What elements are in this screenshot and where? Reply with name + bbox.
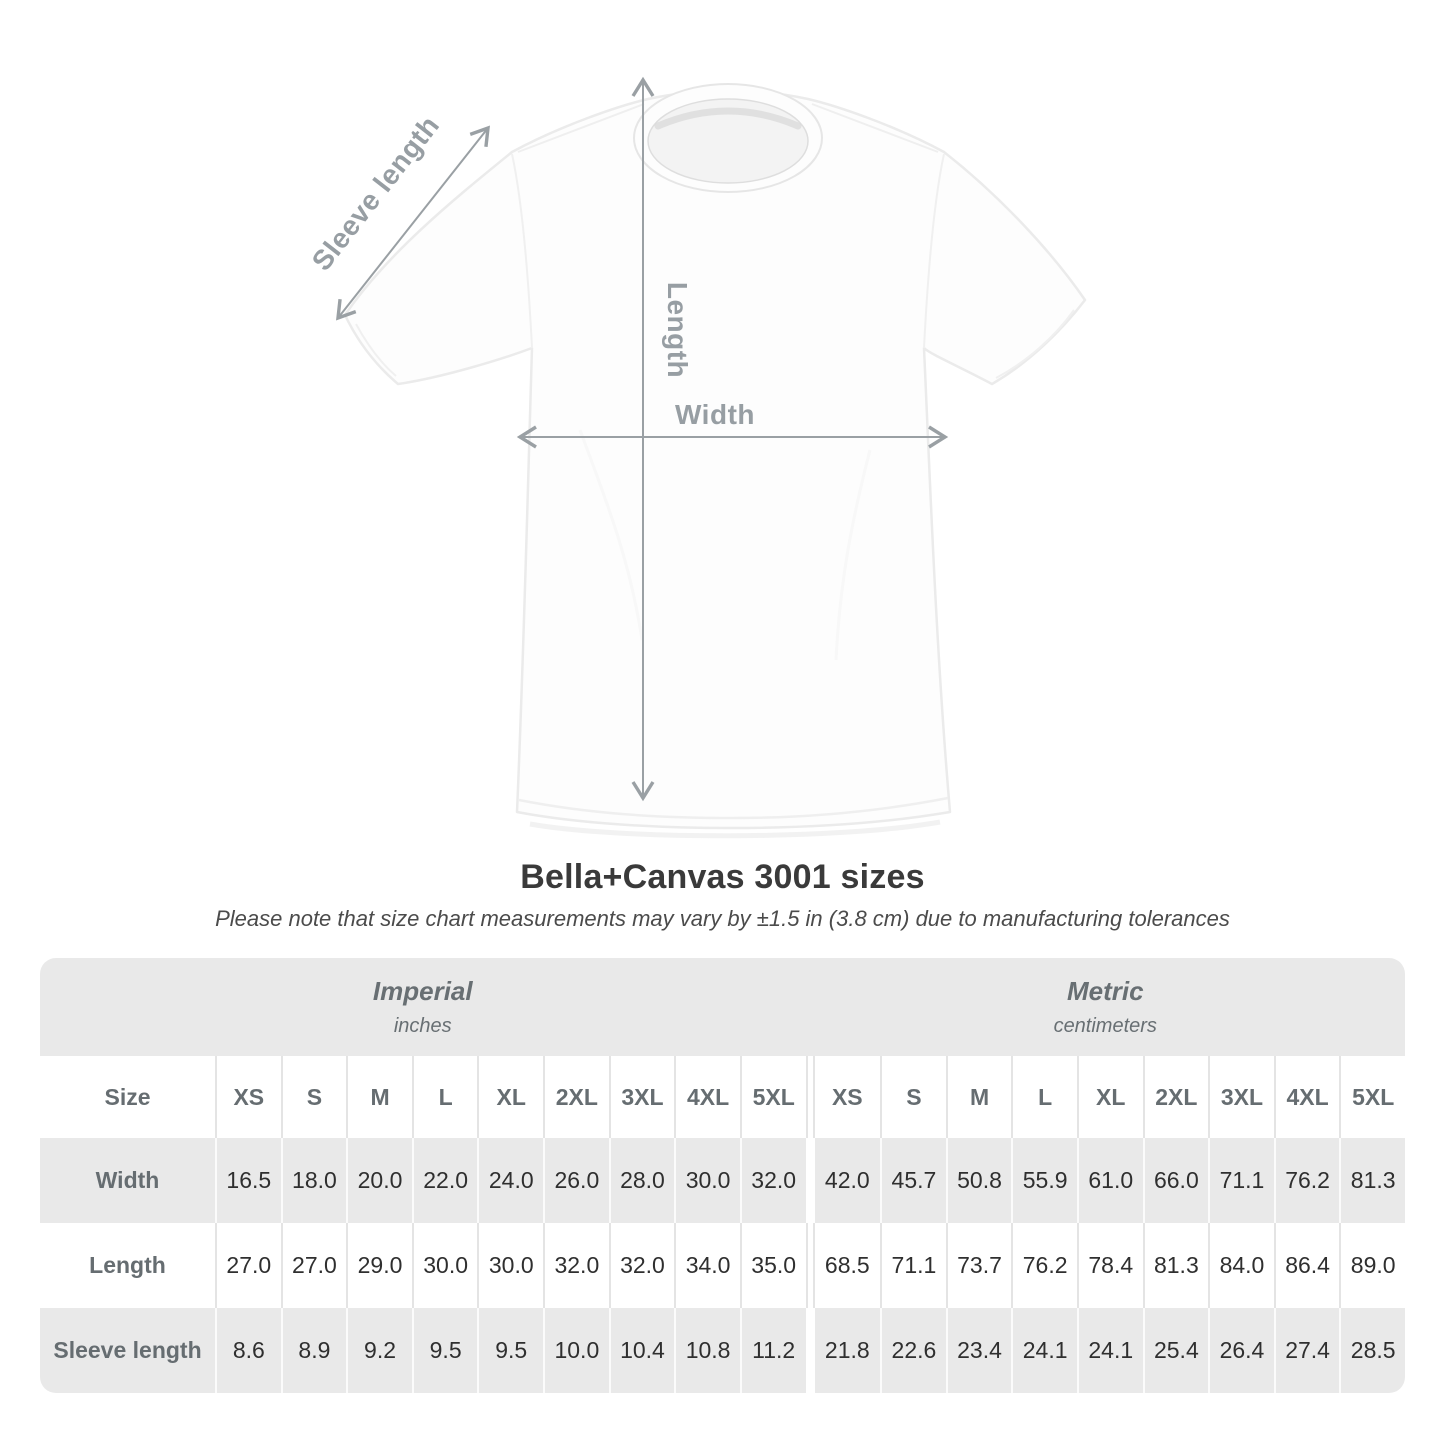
size-cell: L (412, 1056, 478, 1138)
size-cell: 4XL (1274, 1056, 1340, 1138)
value-cell: 10.4 (609, 1308, 675, 1393)
value-cell: 11.2 (740, 1308, 806, 1393)
value-cell: 20.0 (346, 1138, 412, 1223)
value-cell: 30.0 (477, 1223, 543, 1308)
value-cell: 9.5 (412, 1308, 478, 1393)
value-cell: 30.0 (674, 1138, 740, 1223)
size-cell: M (346, 1056, 412, 1138)
size-cell: 4XL (674, 1056, 740, 1138)
size-cell: 2XL (543, 1056, 609, 1138)
size-cell: XS (815, 1056, 881, 1138)
value-cell: 18.0 (281, 1138, 347, 1223)
value-cell: 34.0 (674, 1223, 740, 1308)
imperial-section-header (40, 958, 806, 1056)
tolerance-note: Please note that size chart measurements may vary by ±1.5 in (3.8 cm) due to manufacturing tolerances (215, 906, 1230, 931)
value-cell: 61.0 (1077, 1138, 1143, 1223)
value-cell: 21.8 (815, 1308, 881, 1393)
value-cell: 32.0 (609, 1223, 675, 1308)
tshirt-illustration (345, 84, 1085, 836)
value-cell: 68.5 (815, 1223, 881, 1308)
size-cell: M (946, 1056, 1012, 1138)
value-cell: 45.7 (880, 1138, 946, 1223)
value-cell: 76.2 (1274, 1138, 1340, 1223)
section-divider (806, 1138, 815, 1223)
value-cell: 89.0 (1339, 1223, 1405, 1308)
length-label: Length (662, 281, 693, 379)
size-cell: S (281, 1056, 347, 1138)
value-cell: 81.3 (1339, 1138, 1405, 1223)
value-cell: 8.9 (281, 1308, 347, 1393)
value-cell: 73.7 (946, 1223, 1012, 1308)
value-cell: 50.8 (946, 1138, 1012, 1223)
value-cell: 32.0 (543, 1223, 609, 1308)
row-label-sleeve-length: Sleeve length (40, 1308, 215, 1393)
section-divider (806, 1056, 815, 1138)
metric-title: Metric (1066, 976, 1144, 1006)
tshirt-body (345, 91, 1085, 829)
value-cell: 76.2 (1011, 1223, 1077, 1308)
value-cell: 28.5 (1339, 1308, 1405, 1393)
page-title: Bella+Canvas 3001 sizes (520, 858, 925, 896)
value-cell: 71.1 (880, 1223, 946, 1308)
size-table (40, 958, 1405, 1393)
size-cell: XL (1077, 1056, 1143, 1138)
size-cell: L (1011, 1056, 1077, 1138)
value-cell: 25.4 (1143, 1308, 1209, 1393)
size-cell: 5XL (740, 1056, 806, 1138)
value-cell: 10.0 (543, 1308, 609, 1393)
size-cell: XS (215, 1056, 281, 1138)
value-cell: 42.0 (815, 1138, 881, 1223)
value-cell: 78.4 (1077, 1223, 1143, 1308)
value-cell: 28.0 (609, 1138, 675, 1223)
value-cell: 55.9 (1011, 1138, 1077, 1223)
size-cell: 3XL (1208, 1056, 1274, 1138)
value-cell: 66.0 (1143, 1138, 1209, 1223)
value-cell: 26.0 (543, 1138, 609, 1223)
value-cell: 27.0 (281, 1223, 347, 1308)
value-cell: 27.4 (1274, 1308, 1340, 1393)
value-cell: 32.0 (740, 1138, 806, 1223)
size-cell: S (880, 1056, 946, 1138)
value-cell: 10.8 (674, 1308, 740, 1393)
sleeve-length-label: Sleeve length (305, 109, 446, 277)
size-cell: 2XL (1143, 1056, 1209, 1138)
size-cell: 5XL (1339, 1056, 1405, 1138)
row-label-width: Width (40, 1138, 215, 1223)
metric-unit: centimeters (1053, 1015, 1157, 1037)
value-cell: 9.5 (477, 1308, 543, 1393)
value-cell: 35.0 (740, 1223, 806, 1308)
row-label-length: Length (40, 1223, 215, 1308)
section-divider (806, 1308, 815, 1393)
value-cell: 22.0 (412, 1138, 478, 1223)
value-cell: 27.0 (215, 1223, 281, 1308)
metric-section-header (806, 958, 1406, 1056)
value-cell: 81.3 (1143, 1223, 1209, 1308)
value-cell: 30.0 (412, 1223, 478, 1308)
value-cell: 16.5 (215, 1138, 281, 1223)
imperial-unit: inches (393, 1015, 452, 1037)
value-cell: 29.0 (346, 1223, 412, 1308)
value-cell: 84.0 (1208, 1223, 1274, 1308)
size-column-header: Size (40, 1056, 215, 1138)
size-cell: XL (477, 1056, 543, 1138)
value-cell: 22.6 (880, 1308, 946, 1393)
value-cell: 86.4 (1274, 1223, 1340, 1308)
imperial-title: Imperial (372, 976, 473, 1006)
value-cell: 24.1 (1011, 1308, 1077, 1393)
value-cell: 71.1 (1208, 1138, 1274, 1223)
value-cell: 23.4 (946, 1308, 1012, 1393)
value-cell: 24.1 (1077, 1308, 1143, 1393)
value-cell: 26.4 (1208, 1308, 1274, 1393)
width-label: Width (675, 399, 755, 430)
section-divider (806, 1223, 815, 1308)
value-cell: 24.0 (477, 1138, 543, 1223)
value-cell: 9.2 (346, 1308, 412, 1393)
value-cell: 8.6 (215, 1308, 281, 1393)
size-cell: 3XL (609, 1056, 675, 1138)
